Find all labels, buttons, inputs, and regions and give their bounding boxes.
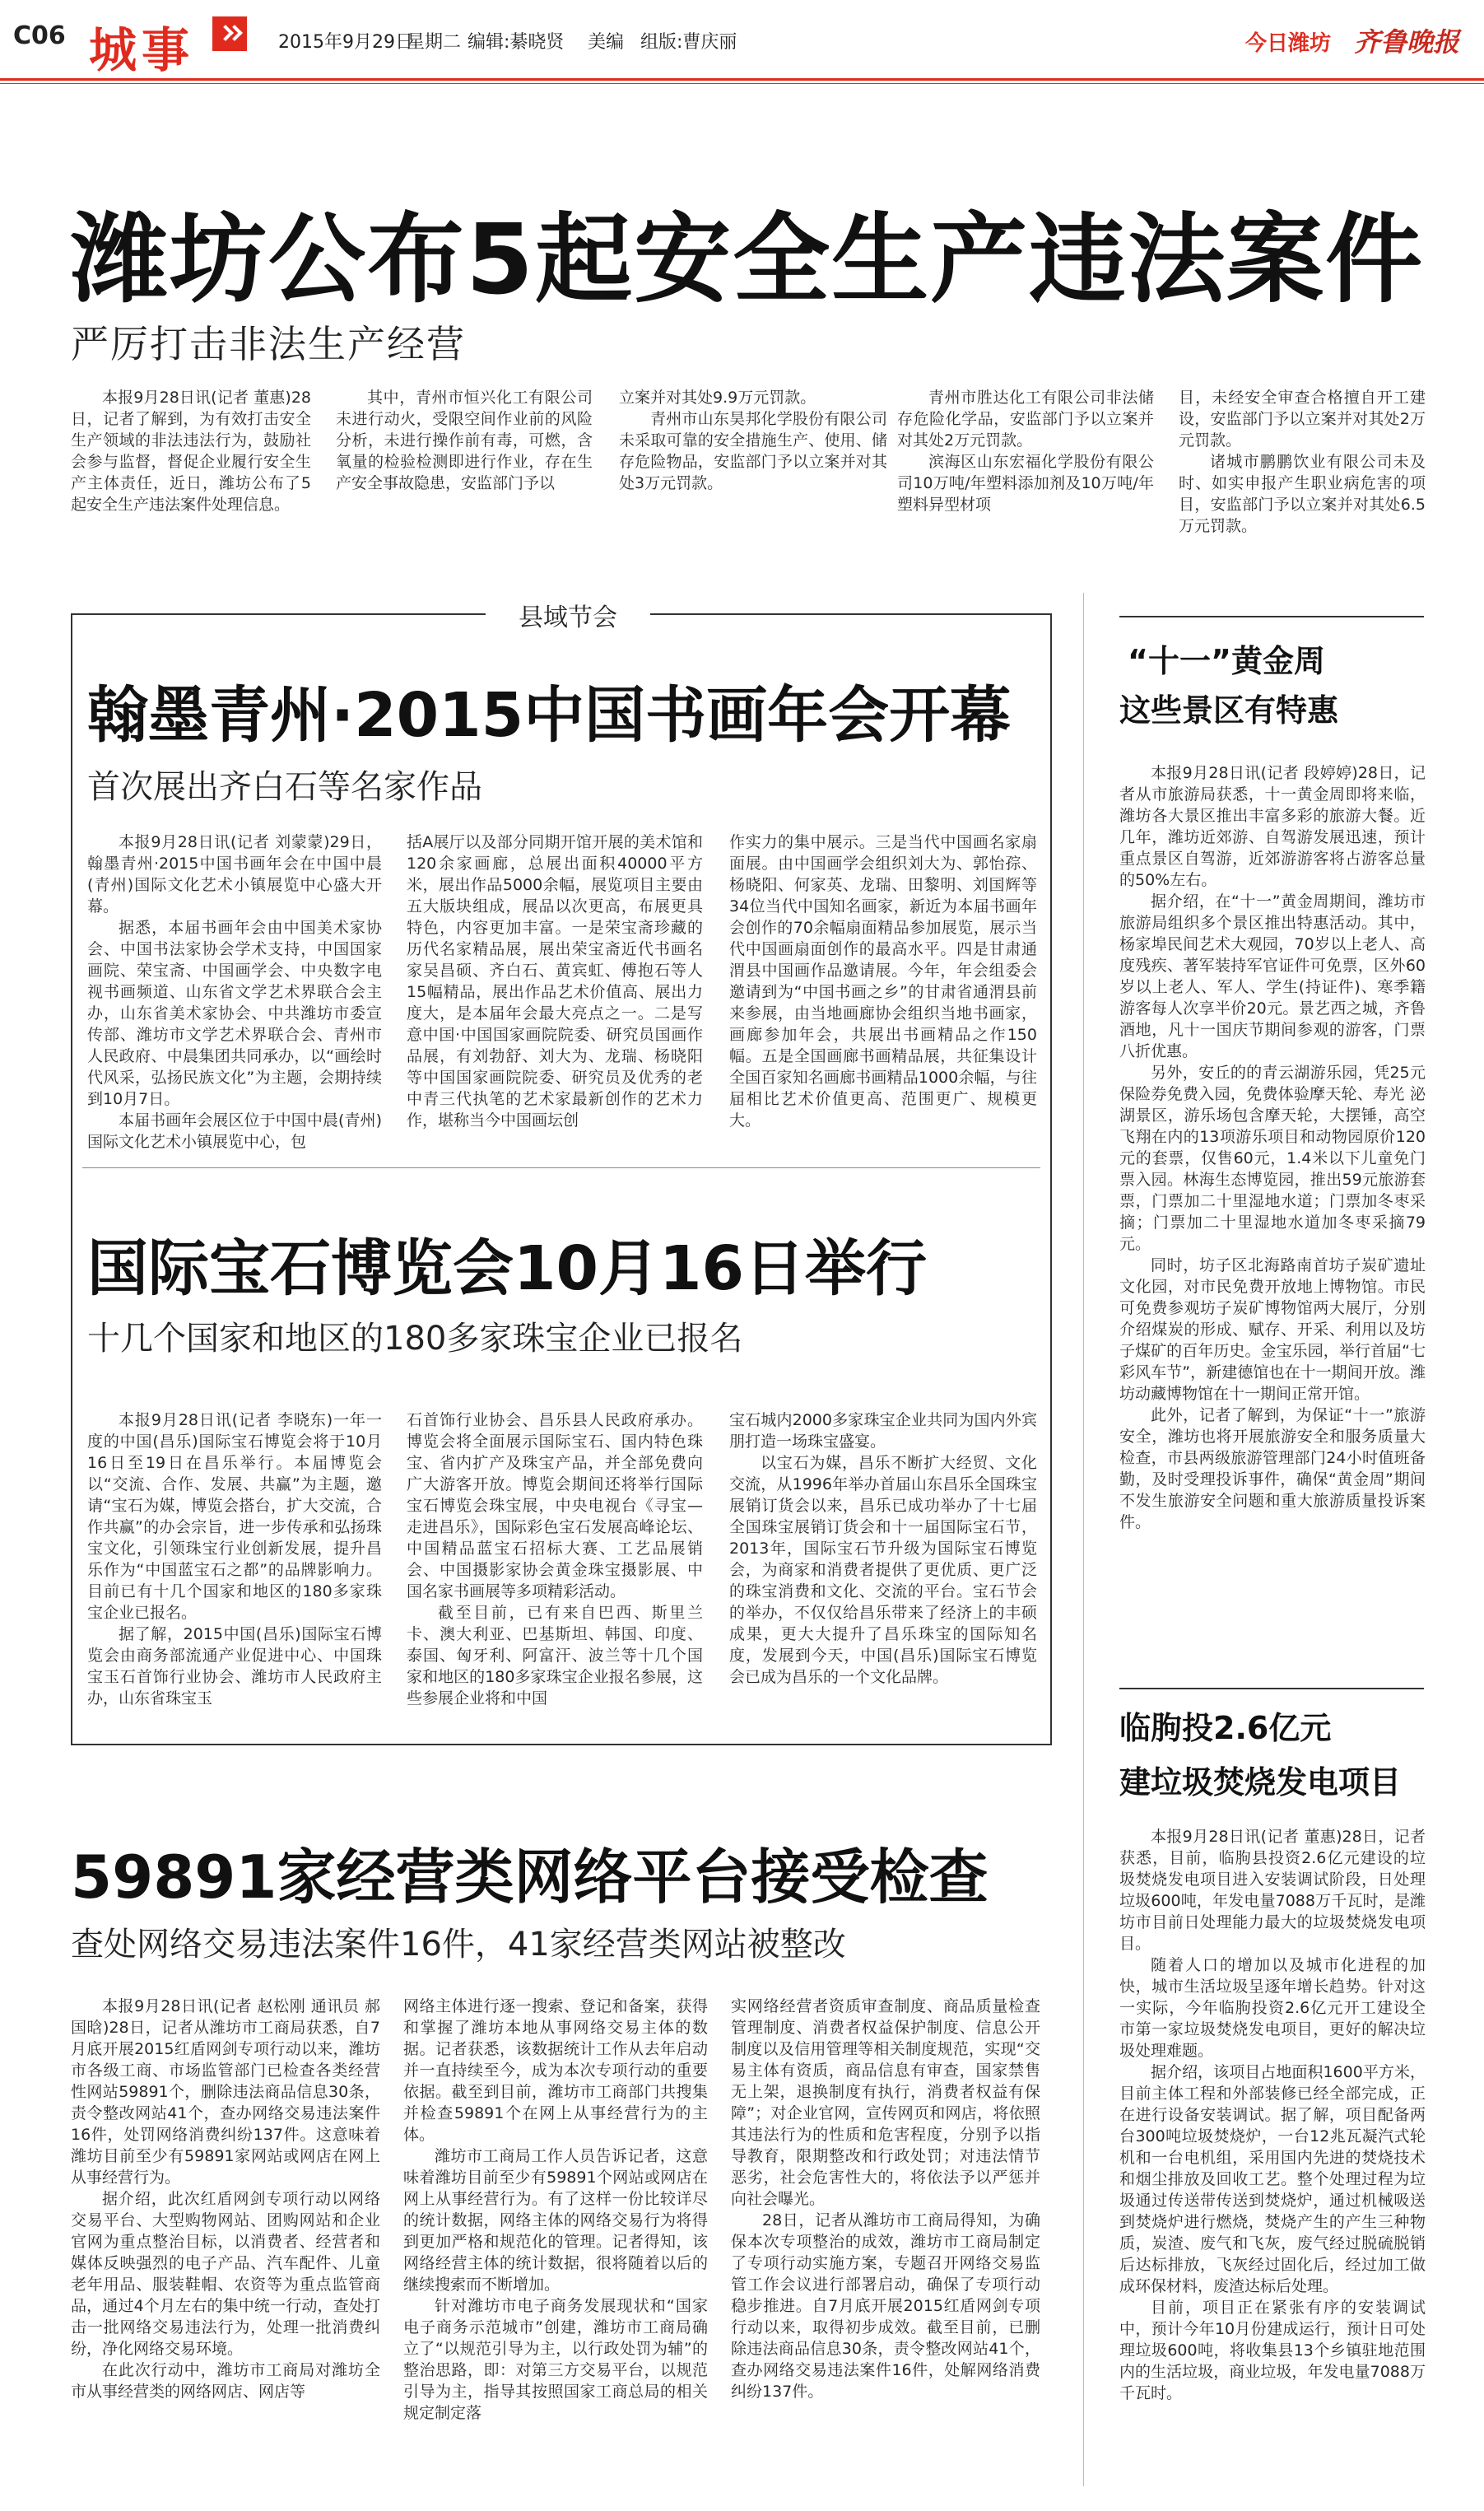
- lead-headline: 潍坊公布5起安全生产违法案件: [71, 203, 1425, 316]
- network-check-headline: 59891家经营类网络平台接受检查: [71, 1842, 989, 1912]
- chevron-right-icon: [212, 16, 247, 51]
- gem-expo-subheadline: 十几个国家和地区的180多家珠宝企业已报名: [87, 1320, 743, 1358]
- story-paragraph: 随着人口的增加以及城市化进程的加快，城市生活垃圾呈逐年增长趋势。针对这一实际，今年临朐投资2.6亿元开工建设全市第一家垃圾焚烧发电项目，更好的解决垃圾处理难题。: [1119, 1956, 1426, 2060]
- gem-expo-column-1: [87, 1409, 382, 1731]
- art-credit: 美编: [588, 32, 625, 53]
- story-paragraph: 据了解，2015中国(昌乐)国际宝石博览会由商务部流通产业促进中心、中国珠宝玉石首饰行业协会、潍坊市人民政府主办，山东省珠宝玉: [87, 1625, 382, 1707]
- lead-paragraph: 本报9月28日讯(记者 董惠)28日，记者了解到，为有效打击安全生产领域的非法违法行为，鼓励社会参与监督，督促企业履行安全生产主体责任，近日，潍坊公布了5起安全生产违法案件处理信息。: [71, 389, 311, 514]
- gem-expo-headline: 国际宝石博览会10月16日举行: [87, 1233, 927, 1304]
- gem-expo-column-3: [729, 1409, 1037, 1731]
- landfill-headline-line2: 建垃圾焚烧发电项目: [1119, 1764, 1402, 1801]
- story-paragraph: 另外，安丘的的青云湖游乐园，凭25元保险券免费入园，免费体验摩天轮、寿光 泌湖景区，游乐场包含摩天轮，大摆锤，高空飞翔在内的13项游乐项目和动物园原价120元的套票，仅售60元，1.4米以下儿童免门票入园。林海生态博览园，推出59元旅游套票，门票加二十里湿地水道；门票加冬枣采摘；门票加二十里湿地水道加冬枣采摘79元。: [1119, 1064, 1426, 1253]
- story-paragraph: 潍坊市工商局工作人员告诉记者，这意味着潍坊目前至少有59891个网站或网店在网上从事经营行为。有了这样一份比较详尽的统计数据，网络主体的网络交易行为将得到更加严格和规范化的管理。记者得知，该网络经营主体的统计数据，很将随着以后的继续搜索而不断增加。: [403, 2147, 708, 2294]
- issue-weekday: 星期二: [407, 32, 462, 53]
- calligraphy-column-3: [729, 832, 1037, 1157]
- story-paragraph: 网络主体进行逐一搜索、登记和备案，获得和掌握了潍坊本地从事网络交易主体的数据。记者获悉，该数据统计工作从去年启动并一直持续至今，成为本次专项行动的重要依据。截至到目前，潍坊市工商部门共搜集并检查59891个在网上从事经营行为的主体。: [403, 1997, 708, 2144]
- gem-expo-column-2: [407, 1409, 703, 1731]
- lead-column-3: [619, 387, 887, 560]
- story-paragraph: 本报9月28日讯(记者 李晓东)一年一度的中国(昌乐)国际宝石博览会将于10月16日至19日在昌乐举行。本届博览会以“交流、合作、发展、共赢”为主题，邀请“宝石为媒，博览会搭台，扩大交流，合作共赢”的办会宗旨，进一步传承和弘扬珠宝文化，引领珠宝行业创新发展，提升昌乐作为“中国蓝宝石之都”的品牌影响力。目前已有十几个国家和地区的180多家珠宝企业已报名。: [87, 1411, 382, 1622]
- story-paragraph: 据介绍，该项目占地面积1600平方米，目前主体工程和外部装修已经全部完成，正在进行设备安装调试。据了解，项目配备两台300吨垃圾焚烧炉，一台12兆瓦凝汽式轮机和一台电机组，采用国内先进的焚烧技术和烟尘排放及回收工艺。整个处理过程为垃圾通过传送带传送到焚烧炉，通过机械吸送到焚烧炉进行燃烧，焚烧产生的产生三种物质，炭渣、废气和飞灰，废气经过脱硫脱销后达标排放，飞灰经过固化后，经过加工做成环保材料，废渣达标后处理。: [1119, 2063, 1426, 2295]
- holiday-story-body: [1119, 762, 1426, 1666]
- lead-column-4: [897, 387, 1154, 560]
- story-paragraph: 据介绍，此次红盾网剑专项行动以网络交易平台、大型购物网站、团购网站和企业官网为重点整治目标，以消费者、经营者和媒体反映强烈的电子产品、汽车配件、儿童老年用品、服装鞋帽、农资等为重点监管商品，通过4个月左右的集中统一行动，查处打击一批网络交易违法行为，处理一批消费纠纷，净化网络交易环境。: [71, 2190, 380, 2358]
- section-title: 城事: [89, 22, 195, 78]
- holiday-headline-line1: “十一”黄金周: [1128, 643, 1325, 679]
- box-label: 县域节会: [519, 603, 617, 632]
- story-paragraph: 本报9月28日讯(记者 段婷婷)28日，记者从市旅游局获悉，十一黄金周即将来临，潍坊各大景区推出丰富多彩的旅游大餐。近几年，潍坊近郊游、自驾游发展迅速，预计重点景区自驾游，近郊游游客将占游客总量的50%左右。: [1119, 764, 1426, 889]
- lead-paragraph: 目，未经安全审查合格擅自开工建设，安监部门予以立案并对其处2万元罚款。: [1179, 389, 1426, 450]
- lead-paragraph: 诸城市鹏鹏饮业有限公司未及时、如实申报产生职业病危害的项目，安监部门予以立案并对其处6.5万元罚款。: [1179, 453, 1426, 535]
- lead-column-2: [336, 387, 593, 560]
- story-paragraph: 宝石城内2000多家珠宝企业共同为国内外宾朋打造一场珠宝盛宴。: [729, 1411, 1037, 1451]
- network-check-column-2: [403, 1996, 708, 2493]
- story-paragraph: 本报9月28日讯(记者 董惠)28日，记者获悉，目前，临朐县投资2.6亿元建设的垃圾焚烧发电项目进入安装调试阶段，日处理垃圾600吨，年发电量7088万千瓦时，是潍坊市目前日处理能力最大的垃圾焚烧发电项目。: [1119, 1828, 1426, 1953]
- editor-credit: 编辑:綦晓贤: [468, 32, 565, 53]
- story-paragraph: 据介绍，在“十一”黄金周期间，潍坊市旅游局组织多个景区推出特惠活动。其中，杨家埠民间艺术大观园，70岁以上老人、高度残疾、著军装持军官证件可免票，区外60岁以上老人、军人、学生(持证件)、寒季籍游客每人次享半价20元。景艺西之城，齐鲁酒地，凡十一国庆节期间参观的游客，门票八折优惠。: [1119, 892, 1426, 1060]
- story-paragraph: 作实力的集中展示。三是当代中国画名家扇面展。由中国画学会组织刘大为、郭怡孮、杨晓阳、何家英、龙瑞、田黎明、刘国辉等34位当代中国知名画家，新近为本届书画年会创作的70余幅扇面精品参加展览，展示当代中国画扇面创作的最高水平。四是甘肃通渭县中国画作品邀请展。今年，年会组委会邀请到为“中国书画之乡”的甘肃省通渭县前来参展，由当地画廊协会组织当地书画家，画廊参加年会，共展出书画精品之作150幅。五是全国画廊书画精品展，共征集设计全国百家知名画廊书画精品1000余幅，与往届相比艺术价值更高、范围更广、规模更大。: [729, 833, 1037, 1130]
- lead-paragraph: 滨海区山东宏福化学股份有限公司10万吨/年塑料添加剂及10万吨/年塑料异型材项: [897, 453, 1154, 514]
- story-paragraph: 针对潍坊市电子商务发展现状和“国家电子商务示范城市”创建，潍坊市工商局确立了“以规范引导为主，以行政处罚为辅”的整治思路，即：对第三方交易平台，以规范引导为主，指导其按照国家工商总局的相关规定制定落: [403, 2297, 708, 2422]
- story-paragraph: 实网络经营者资质审查制度、商品质量检查管理制度、消费者权益保护制度、信息公开制度以及信用管理等相关制度规范，实现“交易主体有资质，商品信息有审查，国家禁售无上架，退换制度有执行，消费者权益有保障”；对企业官网，宣传网页和网店，将依照其违法行为的性质和危害程度，分别予以指导教育，限期整改和行政处罚；对违法情节恶劣，社会危害性大的，将依法予以严惩并向社会曝光。: [731, 1997, 1040, 2208]
- story-paragraph: 本报9月28日讯(记者 刘蒙蒙)29日，翰墨青州·2015中国书画年会在中国中晨(青州)国际文化艺术小镇展览中心盛大开幕。: [87, 833, 382, 915]
- calligraphy-column-1: [87, 832, 382, 1157]
- calligraphy-headline: 翰墨青州·2015中国书画年会开幕: [87, 680, 1012, 751]
- network-check-column-3: [731, 1996, 1040, 2493]
- story-paragraph: 括A展厅以及部分同期开馆开展的美术馆和120余家画廊，总展出面积40000平方米，展出作品5000余幅，展览项目主要由五大版块组成，展品以次更高，布展更具特色，内容更加丰富。一是荣宝斋珍藏的历代名家精品展，展出荣宝斋近代书画名家吴昌硕、齐白石、黄宾虹、傅抱石等人15幅精品，展出作品艺术价值高、展出力度大，是本届年会最大亮点之一。二是写意中国·中国国家画院院委、研究员国画作品展，有刘勃舒、刘大为、龙瑞、杨晓阳等中国国家画院院委、研究员及优秀的老中青三代执笔的艺术家最新创作的艺术力作，堪称当今中国画坛创: [407, 833, 703, 1130]
- story-paragraph: 本届书画年会展区位于中国中晨(青州)国际文化艺术小镇展览中心，包: [87, 1111, 382, 1151]
- network-check-column-1: [71, 1996, 380, 2493]
- page-number: C06: [13, 21, 66, 50]
- story-paragraph: 本报9月28日讯(记者 赵松刚 通讯员 郝国晗)28日，记者从潍坊市工商局获悉，自7月底开展2015红盾网剑专项行动以来，潍坊市各级工商、市场监管部门已检查各类经营性网站59891个，删除违法商品信息30条，责令整改网站41个，查办网络交易违法案件16件，处罚网络消费纠纷137件。这意味着潍坊目前至少有59891家网站或网店在网上从事经营行为。: [71, 1997, 380, 2187]
- holiday-headline-line2: 这些景区有特惠: [1119, 692, 1339, 729]
- column-separator: [1083, 593, 1084, 2486]
- calligraphy-column-2: [407, 832, 703, 1157]
- landfill-headline-line1: 临朐投2.6亿元: [1119, 1710, 1332, 1746]
- header-rule: [0, 78, 1484, 81]
- box-divider: [82, 1167, 1040, 1168]
- story-paragraph: 据悉，本届书画年会由中国美术家协会、中国书法家协会学术支持，中国国家画院、荣宝斋、中国画学会、中央数字电视书画频道、山东省文学艺术界联合会主办，山东省美术家协会、中共潍坊市委宣传部、潍坊市文学艺术界联合会、青州市人民政府、中晨集团共同承办，以“画绘时代风采，弘扬民族文化”为主题，会期持续到10月7日。: [87, 919, 382, 1108]
- landfill-story-body: [1119, 1826, 1426, 2490]
- story-paragraph: 28日，记者从潍坊市工商局得知，为确保本次专项整治的成效，潍坊市工商局制定了专项行动实施方案，专题召开网络交易监管工作会议进行部署启动，确保了专项行动稳步推进。自7月底开展2015红盾网剑专项行动以来，取得初步成效。截至目前，已删除违法商品信息30条，责令整改网站41个，查办网络交易违法案件16件，处解网络消费纠纷137件。: [731, 2211, 1040, 2401]
- lead-paragraph: 立案并对其处9.9万元罚款。: [619, 389, 816, 407]
- sidebar-rule: [1119, 616, 1424, 617]
- lead-subheadline: 严厉打击非法生产经营: [71, 322, 466, 366]
- story-paragraph: 同时，坊子区北海路南首坊子炭矿遗址文化园，对市民免费开放地上博物馆。市民可免费参观坊子炭矿博物馆两大展厅，分别介绍煤炭的形成、赋存、开采、利用以及坊子煤矿的百年历史。金宝乐园，举行首届“七彩风车节”，新建德馆也在十一期间开放。潍坊动藏博物馆在十一期间正常开馆。: [1119, 1256, 1426, 1403]
- network-check-subheadline: 查处网络交易违法案件16件，41家经营类网站被整改: [71, 1926, 846, 1964]
- lead-paragraph: 青州市胜达化工有限公司非法储存危险化学品，安监部门予以立案并对其处2万元罚款。: [897, 389, 1154, 450]
- story-paragraph: 在此次行动中，潍坊市工商局对潍坊全市从事经营类的网络网店、网店等: [71, 2361, 380, 2401]
- layout-credit: 组版:曹庆丽: [640, 32, 737, 53]
- story-paragraph: 目前，项目正在紧张有序的安装调试中，预计今年10月份建成运行，预计日可处理垃圾600吨，将收集县13个乡镇驻地范围内的生活垃圾，商业垃圾，年发电量7088万千瓦时。: [1119, 2299, 1426, 2402]
- calligraphy-subheadline: 首次展出齐白石等名家作品: [87, 768, 482, 806]
- lead-paragraph: 青州市山东昊邦化学股份有限公司未采取可靠的安全措施生产、使用、储存危险物品，安监部门予以立案并对其处3万元罚款。: [619, 410, 887, 492]
- issue-date: 2015年9月29日: [278, 32, 413, 53]
- story-paragraph: 此外，记者了解到，为保证“十一”旅游安全，潍坊也将开展旅游安全和服务质量大检查，市县两级旅游管理部门24小时值班备勤，及时受理投诉事件，确保“黄金周”期间不发生旅游安全问题和重大旅游质量投诉案件。: [1119, 1406, 1426, 1531]
- lead-column-1: [71, 387, 311, 560]
- brand-name: 今日潍坊: [1244, 31, 1331, 56]
- lead-column-5: [1179, 387, 1426, 560]
- story-paragraph: 截至目前，已有来自巴西、斯里兰卡、澳大利亚、巴基斯坦、韩国、印度、泰国、匈牙利、阿富汗、波兰等十几个国家和地区的180多家珠宝企业报名参展，这些参展企业将和中国: [407, 1604, 703, 1707]
- story-paragraph: 石首饰行业协会、昌乐县人民政府承办。博览会将全面展示国际宝石、国内特色珠宝、省内扩产及珠宝产品，并全部免费向广大游客开放。博览会期间还将举行国际宝石博览会珠宝展，中央电视台《寻宝—走进昌乐》，国际彩色宝石发展高峰论坛、中国精品蓝宝石招标大赛、工艺品展销会、中国摄影家协会黄金珠宝摄影展、中国名家书画展等多项精彩活动。: [407, 1411, 703, 1600]
- sidebar-rule: [1119, 1688, 1424, 1689]
- lead-paragraph: 其中，青州市恒兴化工有限公司未进行动火，受限空间作业前的风险分析，未进行操作前有毒，可燃，含氧量的检验检测即进行作业，存在生产安全事故隐患，安监部门予以: [336, 389, 593, 492]
- header-rule-thin: [0, 83, 1484, 84]
- story-paragraph: 以宝石为媒，昌乐不断扩大经贸、文化交流，从1996年举办首届山东昌乐全国珠宝展销订货会以来，昌乐已成功举办了十七届全国珠宝展销订货会和十一届国际宝石节，2013年，国际宝石节升级为国际宝石博览会，为商家和消费者提供了更优质、更广泛的珠宝消费和文化、交流的平台。宝石节会的举办，不仅仅给昌乐带来了经济上的丰硕成果，更大大提升了昌乐珠宝的国际知名度，发展到今天，中国(昌乐)国际宝石博览会已成为昌乐的一个文化品牌。: [729, 1454, 1037, 1686]
- newspaper-logo: 齐鲁晚报: [1353, 26, 1459, 58]
